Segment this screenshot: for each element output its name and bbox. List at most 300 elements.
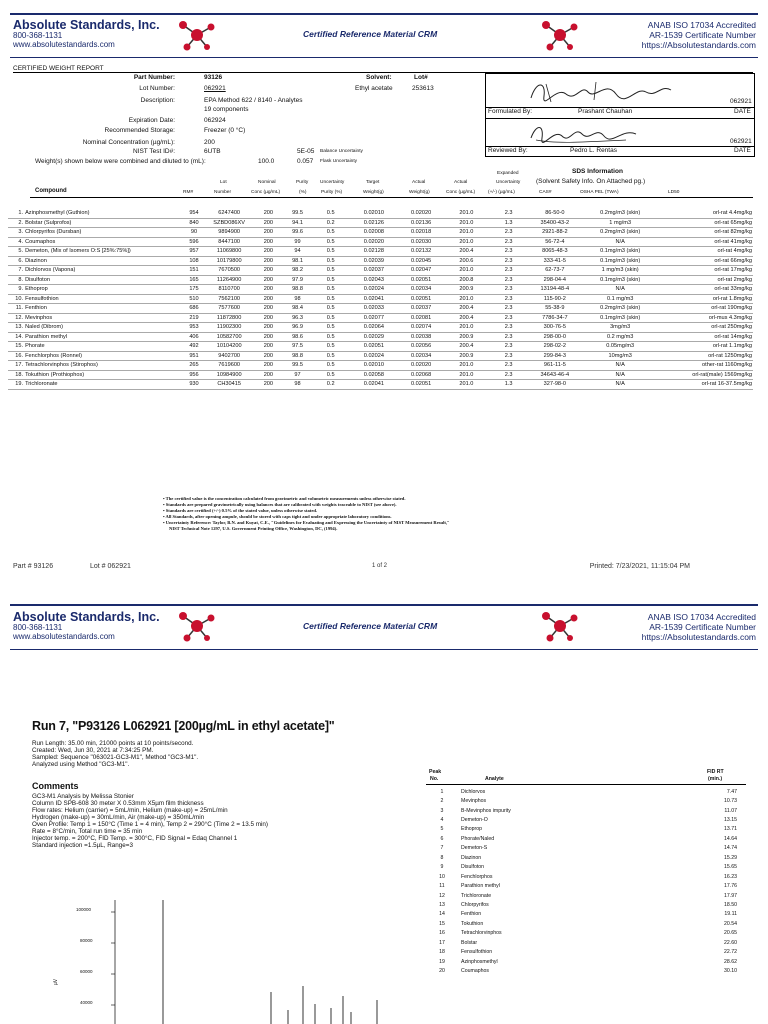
cas-number: 298-00-0 [530,332,580,342]
certification-notes [163,496,613,532]
comment-line: GC3-M1 Analysis by Melissa Stonier [32,793,134,800]
actual-weight: 0.02037 [397,304,445,314]
row-index: 12. [8,313,24,323]
row-index: 3. [8,228,24,238]
nominal-conc: 200 [252,370,284,380]
lot-number: 11902300 [206,323,252,333]
row-index: 6. [8,256,24,266]
nominal-conc: 200 [252,237,284,247]
peak-number: 7 [440,845,444,852]
cas-number: 35400-43-2 [530,218,580,228]
target-weight: 0.02024 [351,285,397,295]
molecule-logo-icon [175,608,217,644]
ld50: orl-mus 4.3mg/kg [660,313,753,323]
signature-image [526,76,676,106]
rm-number: 954 [182,209,206,218]
row-index: 10. [8,294,24,304]
target-weight: 0.02033 [351,304,397,314]
row-index: 11. [8,304,24,314]
table-row [8,313,753,323]
nominal-conc: 200 [252,266,284,276]
target-weight: 0.02037 [351,266,397,276]
solvent-lot-value: 253613 [412,85,434,92]
lot-number-label: Lot Number: [139,85,175,92]
purity: 98.8 [284,351,310,361]
osha-pel: 0.1mg/m3 (skin) [580,256,660,266]
peak-number: 8 [440,854,444,861]
row-index: 4. [8,237,24,247]
osha-pel: N/A [580,361,660,371]
reviewed-date: 062921 [730,138,752,145]
peak-number: 17 [439,939,445,946]
osha-pel: N/A [580,370,660,380]
peak-row [425,787,747,796]
table-row [8,237,753,247]
cas-number: 62-73-7 [530,266,580,276]
compound-name: Ethoprop [24,285,182,295]
actual-conc: 200.9 [445,332,487,342]
lot-number: 10104200 [206,342,252,352]
comment-line: Hydrogen (make-up) = 30mL/min, Air (make-up) = 350mL/min [32,814,205,821]
cas-number: 34643-46-4 [530,370,580,380]
peak-table-rule [426,784,746,785]
peak-row [425,834,747,843]
iso-block [642,612,756,642]
actual-conc: 201.0 [445,237,487,247]
target-weight: 0.02051 [351,342,397,352]
compound-name: Phorate [24,342,182,352]
run-line: Run Length: 35.00 min, 21000 points at 10 points/second. [32,740,194,747]
company-name: Absolute Standards, Inc. [13,610,160,624]
peak-row [425,853,747,862]
actual-conc: 200.6 [445,256,487,266]
peak-rt: 22.60 [724,939,737,946]
ld50: orl-rat 250mg/kg [660,323,753,333]
component-count: 19 components [204,106,249,113]
header-compound: Compound [35,188,67,194]
row-index: 9. [8,285,24,295]
purity: 99 [284,237,310,247]
peak-rt: 13.71 [724,826,737,833]
compound-name: Fensulfothion [24,294,182,304]
peak-analyte: Azinphosmethyl [461,958,498,965]
peak-number: 19 [439,958,445,965]
peak-analyte: Fensulfothion [461,949,493,956]
nominal-conc: 200 [252,351,284,361]
peak-row [425,806,747,815]
description-label: Description: [140,97,175,104]
header-conc: Conc (µg/mL) [251,190,281,195]
cas-number: 298-04-4 [530,275,580,285]
formulated-by-name: Prashant Chauhan [578,108,633,115]
expanded-uncertainty: 2.3 [487,294,529,304]
peak-rt: 10.73 [724,798,737,805]
actual-weight: 0.02018 [397,228,445,238]
peak-analyte: Disulfoton [461,864,485,871]
osha-pel: 10mg/m3 [580,351,660,361]
compound-name: Diazinon [24,256,182,266]
lot-number: 9402700 [206,351,252,361]
company-phone: 800-368-1131 [13,31,63,40]
peak-row [425,844,747,853]
peak-rt: 16.23 [724,873,737,880]
fid-rt-header: FID RT [707,769,724,775]
peak-number: 9 [440,864,444,871]
cas-number: 333-41-5 [530,256,580,266]
peak-analyte: Diazinon [461,854,482,861]
actual-conc: 201.0 [445,209,487,218]
peak-rt: 18.50 [724,901,737,908]
header-title: Certified Reference Material CRM [303,621,438,631]
peak-analyte: Bolstar [461,939,478,946]
compound-table [8,209,753,390]
expanded-uncertainty: 2.3 [487,256,529,266]
row-index: 15. [8,342,24,352]
formulated-date-label: DATE [734,108,751,115]
expanded-uncertainty: 2.3 [487,313,529,323]
cas-number: 56-72-4 [530,237,580,247]
peak-number: 4 [440,817,444,824]
peak-rt: 22.72 [724,949,737,956]
flask-uncertainty-label: Flask Uncertainty [320,159,358,164]
reviewed-by-name: Pedro L. Rentas [570,147,617,154]
compound-name: Tetrachlorvinphos (Stirophos) [24,361,182,371]
compound-name: Bolstar (Sulprofos) [24,218,182,228]
peak-number: 10 [439,873,445,880]
run-line: Sampled: Sequence "063021-GC3-M1", Method "GC3-M1". [32,754,199,761]
table-row [8,294,753,304]
peak-rt: 15.29 [724,854,737,861]
purity: 97.9 [284,275,310,285]
actual-weight: 0.02074 [397,323,445,333]
expanded-uncertainty: 2.3 [487,304,529,314]
rm-number: 151 [182,266,206,276]
purity: 99.6 [284,228,310,238]
purity-uncertainty: 0.2 [311,380,351,390]
peak-analyte: Tetrachlorvinphos [461,930,502,937]
header-sds: SDS Information [572,168,623,175]
actual-weight: 0.02051 [397,275,445,285]
peak-analyte: Trichloronate [461,892,492,899]
balance-uncertainty-value: 5E-05 [297,148,315,155]
osha-pel: 1 mg/m3 (skin) [580,266,660,276]
header-purity: Purity [296,180,309,185]
purity: 97.5 [284,342,310,352]
cas-number: 13194-48-4 [530,285,580,295]
target-weight: 0.02043 [351,275,397,285]
purity-uncertainty: 0.5 [311,342,351,352]
table-row [8,275,753,285]
actual-weight: 0.02038 [397,332,445,342]
run-details [32,740,198,768]
header-target: Target [366,180,380,185]
cas-number: 86-50-0 [530,209,580,218]
target-weight: 0.02029 [351,332,397,342]
header-osha: OSHA PEL (TWA) [580,190,619,195]
osha-pel: 0.1 mg/m3 [580,294,660,304]
peak-rt: 11.07 [724,807,737,814]
purity-uncertainty: 0.5 [311,228,351,238]
compound-name: Trichloronate [24,380,182,390]
purity-uncertainty: 0.5 [311,237,351,247]
company-web[interactable]: www.absolutestandards.com [13,40,115,49]
table-row [8,266,753,276]
osha-pel: 3mg/m3 [580,323,660,333]
table-row [8,342,753,352]
purity: 97 [284,370,310,380]
row-index: 13. [8,323,24,333]
actual-weight: 0.02030 [397,237,445,247]
header-pct: (%) [299,190,307,195]
ld50: orl-rat 1250mg/kg [660,351,753,361]
actual-weight: 0.02068 [397,370,445,380]
rm-number: 956 [182,370,206,380]
peak-analyte: Fenthion [461,911,482,918]
peak-rt: 30.10 [724,968,737,975]
osha-pel: N/A [580,380,660,390]
header-ld50: LD50 [668,190,680,195]
peak-analyte: Mevinphos [461,798,487,805]
actual-weight: 0.02034 [397,285,445,295]
lot-number: 8110700 [206,285,252,295]
formulated-date: 062921 [730,98,752,105]
nominal-conc: 200 [252,323,284,333]
compound-name: Chlorpyrifos (Dursban) [24,228,182,238]
header-rule [10,57,758,58]
company-web[interactable]: www.absolutestandards.com [13,632,115,641]
cas-number: 8065-48-3 [530,247,580,257]
cas-number: 55-38-9 [530,304,580,314]
iso-accredited: ANAB ISO 17034 Accredited [647,612,756,622]
header-conc-actual: Conc (µg/mL) [446,190,476,195]
peak-row [425,929,747,938]
peak-analyte: Demeton-O [461,817,488,824]
peak-analyte: Phorate/Naled [461,835,495,842]
purity: 98.6 [284,332,310,342]
expiration-value: 062924 [204,117,226,124]
actual-weight: 0.02056 [397,342,445,352]
row-index: 19. [8,380,24,390]
compound-name: Dichlorvos (Vapona) [24,266,182,276]
cas-number: 115-90-2 [530,294,580,304]
row-index: 18. [8,370,24,380]
cas-number: 300-76-5 [530,323,580,333]
header-actual-conc: Actual [454,180,468,185]
expanded-uncertainty: 2.3 [487,351,529,361]
peak-analyte: Dichlorvos [461,788,486,795]
ld50: orl-rat 41mg/kg [660,237,753,247]
peak-number: 3 [440,807,444,814]
header-cas: CAS# [539,190,552,195]
row-index: 1. [8,209,24,218]
compound-name: Mevinphos [24,313,182,323]
actual-conc: 200.9 [445,285,487,295]
run-line: Analyzed using Method "GC3-M1". [32,761,130,768]
purity-uncertainty: 0.5 [311,370,351,380]
note-line: • Standards are prepared gravimetrically using balances that are calibrated with weights traceable to NIST (see above). [163,502,397,507]
nominal-conc: 200 [252,285,284,295]
iso-certificate: AR-1539 Certificate Number [649,30,756,40]
expiration-label: Expiration Date: [128,117,175,124]
peak-rt: 19.11 [724,911,737,918]
actual-weight: 0.02034 [397,351,445,361]
peak-no-header-2: No. [430,776,439,782]
note-line: NIST Technical Note 1297, U.S. Government Printing Office, Washington, DC, (1994). [169,526,338,531]
formulated-by-label: Formulated By: [488,108,533,115]
peak-rt: 7.47 [726,788,737,795]
actual-weight: 0.02045 [397,256,445,266]
compound-name: Demeton, (Mix of Isomers O:S [25%:75%]) [24,247,182,257]
table-row [8,228,753,238]
target-weight: 0.02010 [351,209,397,218]
ld50: orl-rat 4.4mg/kg [660,209,753,218]
iso-url[interactable]: https://Absolutestandards.com [641,632,756,642]
purity-uncertainty: 0.5 [311,209,351,218]
purity-uncertainty: 0.2 [311,218,351,228]
purity-uncertainty: 0.5 [311,275,351,285]
header-nominal: Nominal [258,180,276,185]
osha-pel: 0.1mg/m3 (skin) [580,275,660,285]
ld50: orl-rat 16-37.5mg/kg [660,380,753,390]
ld50: orl-rat 82mg/kg [660,228,753,238]
description-value: EPA Method 622 / 8140 - Analytes [204,97,303,104]
company-phone: 800-368-1131 [13,623,63,632]
peak-number: 6 [440,835,444,842]
peak-row [425,919,747,928]
peak-row [425,947,747,956]
header-title: Certified Reference Material CRM [303,29,438,39]
purity-uncertainty: 0.5 [311,313,351,323]
header-rule [10,604,758,606]
peak-number: 1 [440,788,444,795]
target-weight: 0.02008 [351,228,397,238]
footer-part: Part # 93126 [13,563,54,570]
balance-uncertainty-label: Balance Uncertainty [320,149,363,154]
lot-number: 7562100 [206,294,252,304]
molecule-logo-icon [175,17,217,53]
comment-line: Flow rates: Helium (carrier) = 5mL/min, Helium (make-up) = 25mL/min [32,807,228,814]
y-tick-label: 40000 [80,1000,93,1005]
target-weight: 0.02064 [351,323,397,333]
actual-weight: 0.02081 [397,313,445,323]
peak-rt: 13.15 [724,817,737,824]
table-row [8,380,753,390]
peak-row [425,863,747,872]
row-index: 8. [8,275,24,285]
peak-number: 2 [440,798,444,805]
purity-uncertainty: 0.5 [311,285,351,295]
peak-row [425,825,747,834]
rm-number: 165 [182,275,206,285]
header-weight-actual: Weight(g) [409,190,430,195]
row-index: 7. [8,266,24,276]
purity-uncertainty: 0.5 [311,351,351,361]
molecule-logo-icon [538,608,580,644]
y-axis-label: µV [53,978,60,986]
peak-row [425,957,747,966]
table-row [8,218,753,228]
iso-url[interactable]: https://Absolutestandards.com [641,40,756,50]
peak-number: 12 [439,892,445,899]
rm-number: 957 [182,247,206,257]
lot-number: 10179800 [206,256,252,266]
osha-pel: 0.2 mg/m3 [580,332,660,342]
peak-rt: 14.74 [724,845,737,852]
cas-number: 327-98-0 [530,380,580,390]
weights-note: Weight(s) shown below were combined and diluted to (mL): [35,158,206,165]
purity-uncertainty: 0.5 [311,304,351,314]
osha-pel: N/A [580,285,660,295]
row-index: 17. [8,361,24,371]
lot-number: 7670500 [206,266,252,276]
note-line: • Standards are certified (+/-) 0.5% of the stated value, unless otherwise stated. [163,508,318,513]
peak-analyte: Chlorpyrifos [461,901,489,908]
purity-uncertainty: 0.5 [311,294,351,304]
expanded-uncertainty: 2.3 [487,209,529,218]
purity: 98.2 [284,266,310,276]
expanded-uncertainty: 1.3 [487,218,529,228]
actual-weight: 0.02020 [397,361,445,371]
compound-name: Parathion methyl [24,332,182,342]
storage-label: Recommended Storage: [104,127,175,134]
ld50: orl-rat 4mg/kg [660,247,753,257]
osha-pel: 0.2mg/m3 (skin) [580,304,660,314]
expanded-uncertainty: 2.3 [487,266,529,276]
solvent-lot-label: Lot# [414,74,428,81]
nist-label: NIST Test ID#: [132,148,175,155]
rm-number: 175 [182,285,206,295]
lot-number: 11872800 [206,313,252,323]
note-line: • Uncertainty Reference: Taylor, B.N. and Kuyat, C.E., "Guidelines for Evaluating and Expressing the Uncertainty of NIST Measurement Result," [163,520,450,525]
target-weight: 0.02020 [351,237,397,247]
fid-rt-header-2: (min.) [708,776,723,782]
lot-number: 6247400 [206,209,252,218]
rm-number: 406 [182,332,206,342]
purity: 96.3 [284,313,310,323]
header-actual: Actual [412,180,426,185]
peak-analyte: Parathion methyl [461,883,500,890]
peak-number: 15 [439,920,445,927]
run-title: Run 7, "P93126 L062921 [200µg/mL in ethyl acetate]" [32,719,335,733]
note-line: • The certified value is the concentration calculated from gravimetric and volumetric measurements unless otherwise stated. [163,496,406,501]
report-heading: CERTIFIED WEIGHT REPORT [13,65,753,73]
compound-name: Fenchlorphos (Ronnel) [24,351,182,361]
lot-number: 10984900 [206,370,252,380]
table-row [8,332,753,342]
ld50: orl-rat 33mg/kg [660,285,753,295]
target-weight: 0.02128 [351,247,397,257]
y-tick-label: 100000 [76,907,92,912]
purity-uncertainty: 0.5 [311,332,351,342]
ld50: orl-rat 14mg/kg [660,332,753,342]
ld50: orl-rat 17mg/kg [660,266,753,276]
osha-pel: 0.1mg/m3 (skin) [580,313,660,323]
flask-uncertainty-value: 0.057 [297,158,314,165]
peak-row [425,910,747,919]
cas-number: 299-84-3 [530,351,580,361]
compound-name: Disulfoton [24,275,182,285]
peak-analyte: Fenchlorphos [461,873,493,880]
target-weight: 0.02077 [351,313,397,323]
diluted-volume: 100.0 [258,158,275,165]
iso-accredited: ANAB ISO 17034 Accredited [647,20,756,30]
nominal-conc: 200 [252,218,284,228]
part-number-value: 93126 [204,74,223,81]
peak-number: 13 [439,901,445,908]
peak-analyte: Tokuthion [461,920,484,927]
lot-number: 11264900 [206,275,252,285]
actual-conc: 200.4 [445,304,487,314]
